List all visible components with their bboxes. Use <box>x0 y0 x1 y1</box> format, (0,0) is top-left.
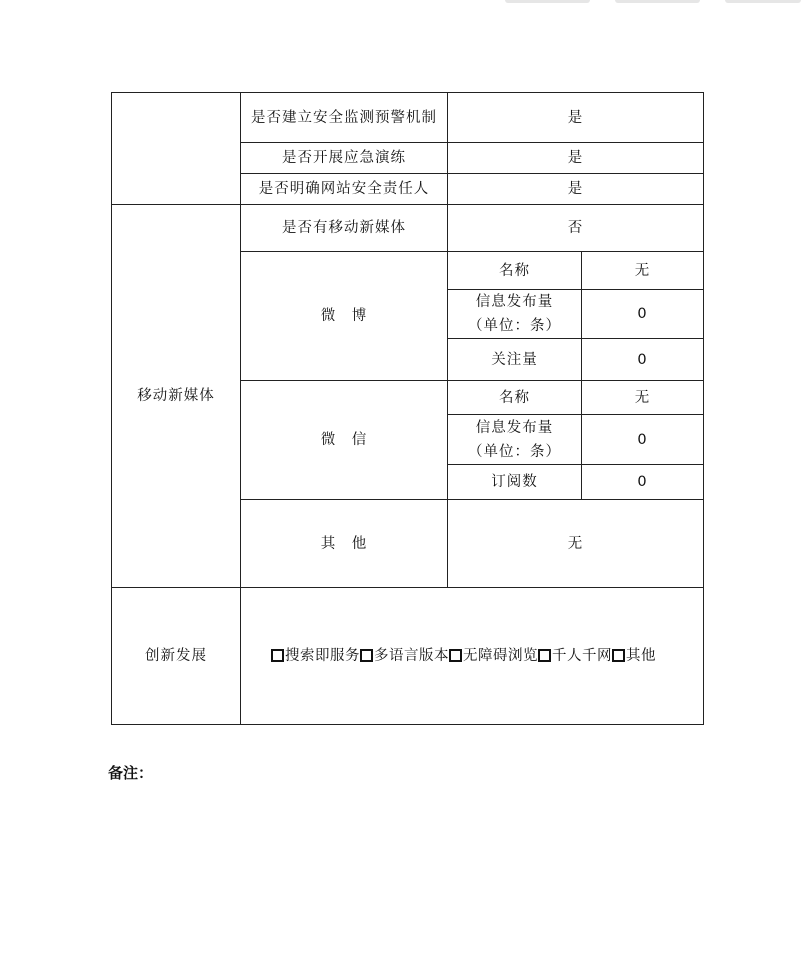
checkbox-icon[interactable] <box>538 649 551 662</box>
checkbox-icon[interactable] <box>449 649 462 662</box>
innovation-label: 创新发展 <box>112 588 241 725</box>
security-section-cell <box>112 93 241 205</box>
option-label: 无障碍浏览 <box>463 648 538 664</box>
owner-label: 是否明确网站安全责任人 <box>241 174 448 205</box>
wechat-name-label: 名称 <box>448 381 582 415</box>
has-media-label: 是否有移动新媒体 <box>241 205 448 252</box>
checkbox-icon[interactable] <box>360 649 373 662</box>
wechat-label: 微 信 <box>241 381 448 500</box>
weibo-followers-value: 0 <box>582 339 704 381</box>
checkbox-icon[interactable] <box>271 649 284 662</box>
wechat-posts-label <box>448 415 582 465</box>
option-other[interactable] <box>612 648 656 664</box>
row-innovation <box>112 588 704 725</box>
option-label: 搜索即服务 <box>285 648 360 664</box>
checkbox-icon[interactable] <box>612 649 625 662</box>
weibo-name-label: 名称 <box>448 252 582 290</box>
other-media-label: 其 他 <box>241 500 448 588</box>
monitor-value: 是 <box>448 93 704 143</box>
monitor-label: 是否建立安全监测预警机制 <box>241 93 448 143</box>
wechat-posts-unit: （单位：条） <box>468 443 561 460</box>
wechat-posts-value: 0 <box>582 415 704 465</box>
wechat-name-value: 无 <box>582 381 704 415</box>
option-multilingual[interactable] <box>360 648 449 664</box>
option-accessibility[interactable] <box>449 648 538 664</box>
weibo-followers-label: 关注量 <box>448 339 582 381</box>
owner-value: 是 <box>448 174 704 205</box>
wechat-subscribers-value: 0 <box>582 465 704 500</box>
top-shadow <box>0 0 801 4</box>
weibo-name-value: 无 <box>582 252 704 290</box>
row-has-media <box>112 205 704 252</box>
wechat-subscribers-label: 订阅数 <box>448 465 582 500</box>
option-label: 其他 <box>626 648 656 664</box>
media-section-label: 移动新媒体 <box>112 205 241 588</box>
option-label: 千人千网 <box>552 648 612 664</box>
note-label: 备注： <box>108 764 154 782</box>
option-label: 多语言版本 <box>374 648 449 664</box>
option-search-service[interactable] <box>271 648 360 664</box>
innovation-options <box>241 588 704 725</box>
drill-label: 是否开展应急演练 <box>241 143 448 174</box>
weibo-posts-unit: （单位：条） <box>468 318 561 334</box>
weibo-posts-title: 信息发布量 <box>475 294 554 310</box>
website-report-table <box>111 92 704 725</box>
wechat-posts-title: 信息发布量 <box>475 419 554 436</box>
has-media-value: 否 <box>448 205 704 252</box>
row-monitor <box>112 93 704 143</box>
other-media-value: 无 <box>448 500 704 588</box>
weibo-posts-label <box>448 290 582 339</box>
weibo-label: 微 博 <box>241 252 448 381</box>
option-personalized[interactable] <box>538 648 612 664</box>
weibo-posts-value: 0 <box>582 290 704 339</box>
drill-value: 是 <box>448 143 704 174</box>
